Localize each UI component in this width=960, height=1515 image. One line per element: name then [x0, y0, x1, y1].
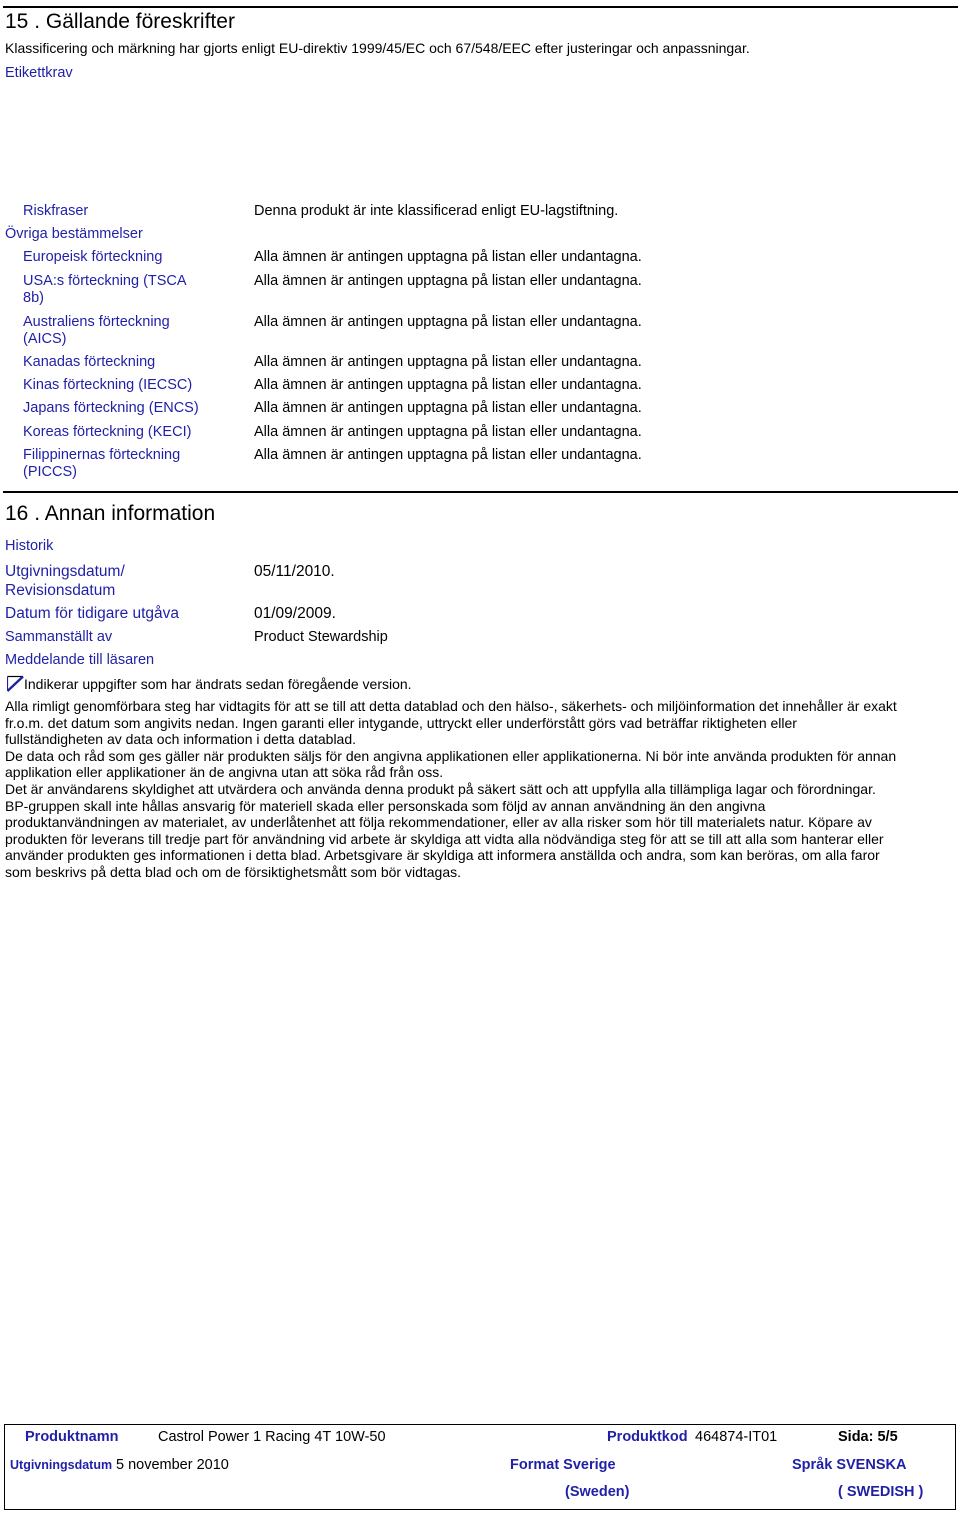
issue-date-label: Utgivningsdatum/ [5, 563, 125, 580]
section-16-rule [3, 491, 958, 493]
australia-inventory-label: Australiens förteckning [23, 314, 170, 330]
section-15-heading: 15 . Gällande föreskrifter [5, 10, 235, 33]
european-inventory-label: Europeisk förteckning [23, 249, 163, 265]
compiled-by-label: Sammanställt av [5, 629, 113, 645]
disclaimer-line: som beskrivs på detta blad och om de försiktighetsmått som bör vidtagas. [5, 863, 461, 880]
disclaimer-line: Det är användarens skyldighet att utvärdera och använda denna produkt på säkert sätt och att uppfylla alla tillämpliga lagar och förordningar. [5, 780, 876, 797]
change-indicator-icon [7, 675, 24, 692]
disclaimer-line: fr.o.m. det datum som angivits nedan. Ingen garanti eller intygande, uttryckt eller underförstått görs vad beträffar riktigheten eller [5, 714, 797, 731]
china-inventory-value: Alla ämnen är antingen upptagna på listan eller undantagna. [254, 377, 642, 393]
issue-date-value: 05/11/2010. [254, 563, 335, 580]
disclaimer-line: Alla rimligt genomförbara steg har vidtagits för att se till att detta datablad och den hälso-, säkerhets- och miljöinformation det innehåller är exakt [5, 698, 897, 714]
japan-inventory-value: Alla ämnen är antingen upptagna på listan eller undantagna. [254, 400, 642, 416]
compiled-by-value: Product Stewardship [254, 629, 388, 645]
product-code-value: 464874-IT01 [695, 1429, 778, 1445]
disclaimer-paragraph [5, 698, 955, 881]
previous-issue-value: 01/09/2009. [254, 605, 336, 622]
korea-inventory-value: Alla ämnen är antingen upptagna på listan eller undantagna. [254, 424, 642, 440]
issue-date-footer-label: Utgivningsdatum [10, 1458, 113, 1472]
product-code-label: Produktkod [607, 1429, 688, 1445]
previous-issue-label: Datum för tidigare utgåva [5, 605, 180, 622]
australia-inventory-value: Alla ämnen är antingen upptagna på listan eller undantagna. [254, 314, 642, 330]
issue-date-footer-value: 5 november 2010 [116, 1457, 229, 1473]
language-label: Språk SVENSKA [792, 1457, 907, 1473]
format-sub: (Sweden) [565, 1484, 630, 1500]
disclaimer-line: använder produkten ges informationen i detta blad. Arbetsgivare är skyldiga att informera anställda och andra, som kan beröras, om alla faror [5, 847, 880, 864]
disclaimer-line: produkten för leverans till tredje part för användning vid arbete är skyldiga att vidta alla nödvändiga steg för att se till att alla som hanterar eller [5, 830, 884, 847]
korea-inventory-label: Koreas förteckning (KECI) [23, 424, 192, 440]
issue-date-label-2: Revisionsdatum [5, 582, 116, 599]
product-name-value: Castrol Power 1 Racing 4T 10W-50 [158, 1429, 386, 1445]
canada-inventory-value: Alla ämnen är antingen upptagna på listan eller undantagna. [254, 354, 642, 370]
history-label: Historik [5, 538, 54, 554]
labelling-requirements-label: Etikettkrav [5, 65, 73, 81]
other-regulations-label: Övriga bestämmelser [5, 226, 143, 242]
product-name-label: Produktnamn [25, 1429, 119, 1445]
canada-inventory-label: Kanadas förteckning [23, 354, 156, 370]
usa-inventory-label-2: 8b) [23, 290, 44, 306]
disclaimer-line: BP-gruppen skall inte hållas ansvarig för materiell skada eller personskada som följd av annan användning än den angivna [5, 797, 766, 814]
language-sub: ( SWEDISH ) [838, 1484, 924, 1500]
change-indicator [7, 675, 24, 693]
format-label: Format Sverige [510, 1457, 616, 1473]
page-footer [4, 1424, 956, 1510]
risk-phrases-label: Riskfraser [23, 203, 89, 219]
top-rule [3, 6, 958, 8]
philippines-inventory-value: Alla ämnen är antingen upptagna på listan eller undantagna. [254, 447, 642, 463]
china-inventory-label: Kinas förteckning (IECSC) [23, 377, 193, 393]
section-15-intro: Klassificering och märkning har gjorts enligt EU-direktiv 1999/45/EC och 67/548/EEC efter justeringar och anpassningar. [5, 40, 750, 56]
philippines-inventory-label: Filippinernas förteckning [23, 447, 181, 463]
disclaimer-line: applikation eller applikationer än de angivna utan att söka råd från oss. [5, 764, 444, 781]
european-inventory-value: Alla ämnen är antingen upptagna på listan eller undantagna. [254, 249, 642, 265]
section-16-heading: 16 . Annan information [5, 502, 216, 525]
japan-inventory-label: Japans förteckning (ENCS) [23, 400, 199, 416]
page-number: Sida: 5/5 [838, 1429, 898, 1445]
australia-inventory-label-2: (AICS) [23, 331, 67, 347]
disclaimer-line: fullständigheten av data och information i detta datablad. [5, 731, 357, 748]
disclaimer-line: produktanvändningen av materialet, av underlåtenhet att följa rekommendationer, eller av alla risker som hör till materialets natur. Köpare av [5, 814, 872, 831]
philippines-inventory-label-2: (PICCS) [23, 464, 77, 480]
notice-to-reader-label: Meddelande till läsaren [5, 652, 155, 668]
disclaimer-line: De data och råd som ges gäller när produkten säljs för den angivna applikationen eller applikationerna. Ni bör inte använda produkten för annan [5, 747, 897, 764]
change-indicator-text: Indikerar uppgifter som har ändrats sedan föregående version. [24, 676, 412, 692]
usa-inventory-label: USA:s förteckning (TSCA [23, 273, 187, 289]
usa-inventory-value: Alla ämnen är antingen upptagna på listan eller undantagna. [254, 273, 642, 289]
risk-phrases-value: Denna produkt är inte klassificerad enligt EU-lagstiftning. [254, 203, 619, 219]
